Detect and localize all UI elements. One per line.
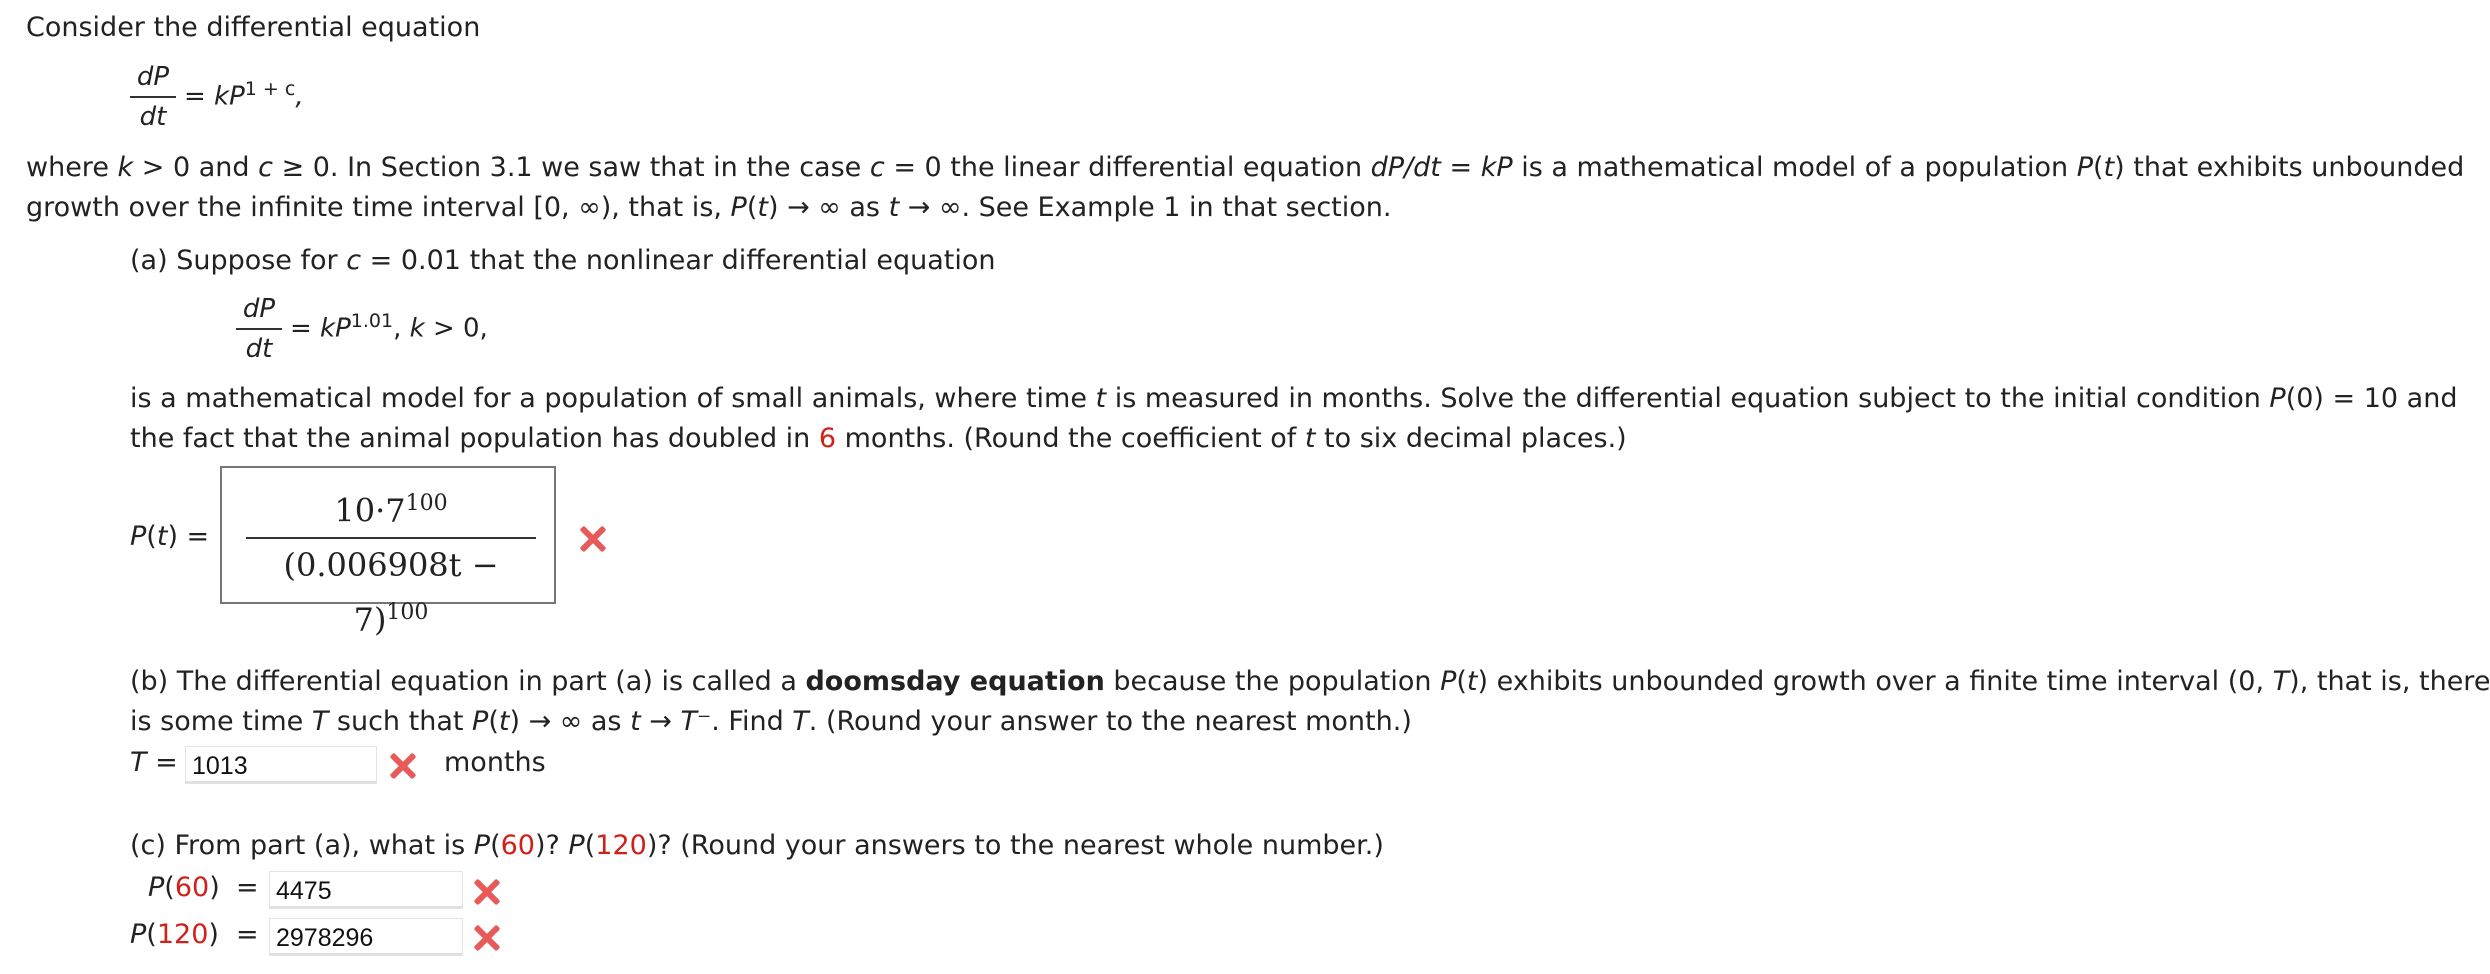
P120-label: P(120) <box>130 919 219 950</box>
part-a-intro: (a) Suppose for c = 0.01 that the nonlinear differential equation <box>130 245 996 276</box>
answer-label-Pt: P(t) = <box>130 521 210 552</box>
P120-equals: = <box>236 919 259 950</box>
answer-expression: $10\cdot 7^{100}$ $(0.006908t - 7)^{100}$ <box>246 482 536 643</box>
T-unit-label: months <box>444 747 546 778</box>
paragraph-line-2: growth over the infinite time interval [0, ∞), that is, P(t) → ∞ as t → ∞. See Example 1 in that section. <box>26 192 1392 223</box>
P60-answer-input[interactable]: 4475 <box>270 872 462 908</box>
part-a-equation-rhs: = $kP^{1.01}$, k > 0, <box>290 310 488 344</box>
P60-label: P(60) <box>148 872 220 903</box>
paragraph-line-1: where k > 0 and c ≥ 0. In Section 3.1 we saw that in the case c = 0 the linear differential equation dP/dt = kP is a mathematical model of a population P(t) that exhibits unbounded <box>26 152 2465 183</box>
x-mark-icon <box>472 924 500 952</box>
part-b-T-label: T = <box>130 747 178 778</box>
part-a-line-2: the fact that the animal population has doubled in 6 months. (Round the coefficient of t to six decimal places.) <box>130 423 1627 454</box>
part-c-question: (c) From part (a), what is P(60)? P(120)? (Round your answers to the nearest whole number.) <box>130 830 1384 861</box>
part-a-equation <box>236 292 656 372</box>
part-b-line-1: (b) The differential equation in part (a) is called a doomsday equation because the population P(t) exhibits unbounded growth over a finite time interval (0, T), that is, there <box>130 666 2490 697</box>
x-mark-icon <box>472 878 500 906</box>
doubling-months-value: 6 <box>818 423 837 454</box>
P60-equals: = <box>236 872 259 903</box>
answer-box-Pt[interactable] <box>220 466 556 639</box>
part-b-line-2: is some time T such that P(t) → ∞ as t → T⁻. Find T. (Round your answer to the nearest month.) <box>130 706 1412 737</box>
x-mark-icon <box>388 752 416 780</box>
fraction-dP-dt: dP dt <box>130 60 176 134</box>
P120-answer-input[interactable]: 2978296 <box>270 919 462 955</box>
x-mark-icon <box>578 525 606 553</box>
intro-equation-rhs: = $kP^{1 + c}$, <box>184 78 304 112</box>
T-answer-input[interactable]: 1013 <box>186 747 376 783</box>
part-a-line-1: is a mathematical model for a population of small animals, where time t is measured in months. Solve the differential equation subject to the initial condition P(0) = 10 and <box>130 383 2458 414</box>
intro-equation <box>130 60 390 140</box>
intro-text: Consider the differential equation <box>26 12 481 43</box>
fraction-dP-dt-a: dP dt <box>236 292 282 366</box>
